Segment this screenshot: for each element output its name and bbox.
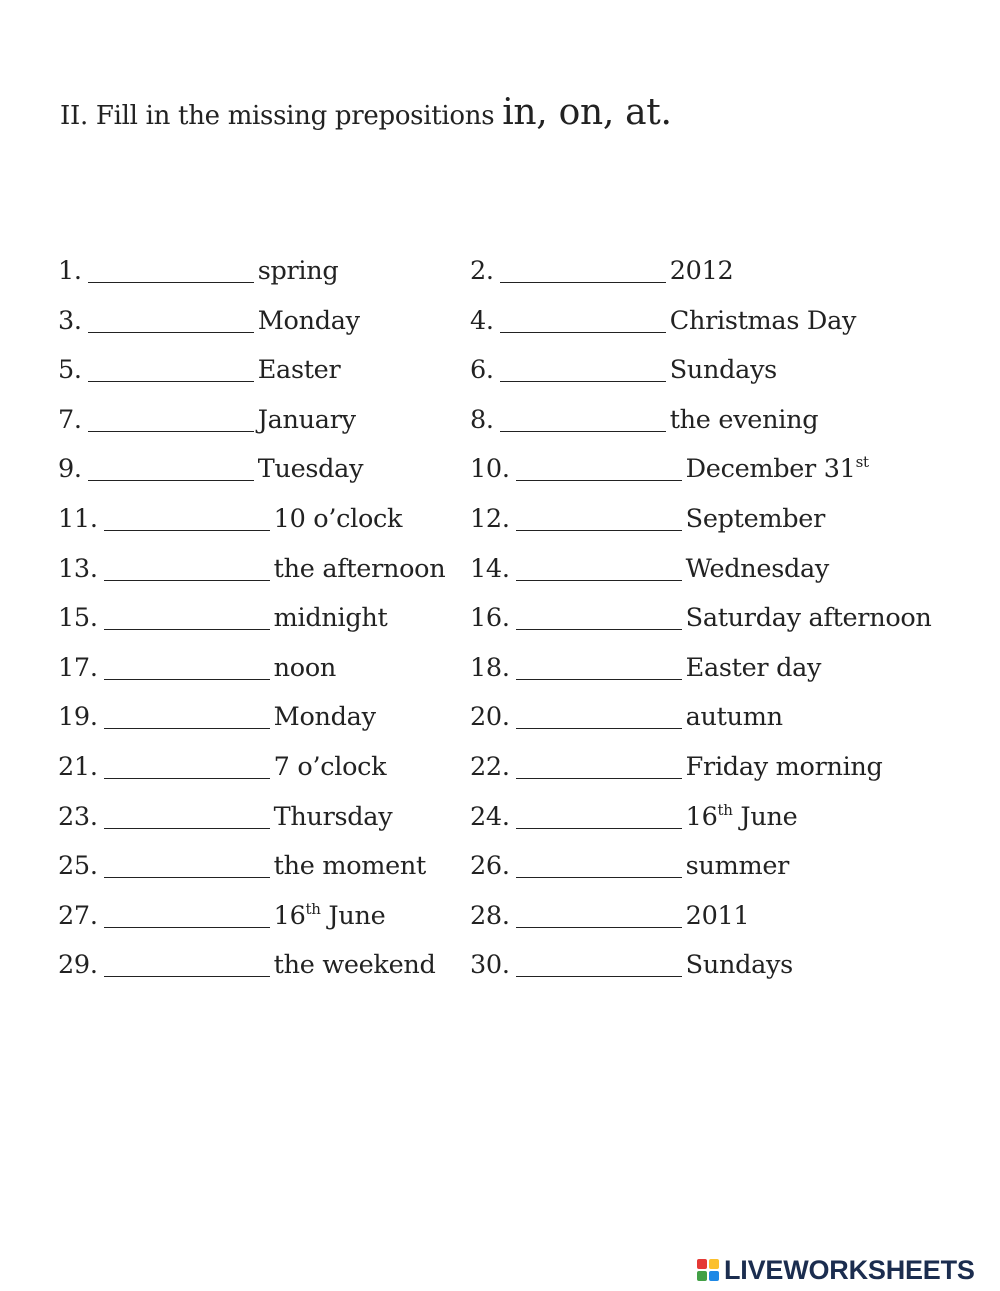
answer-blank[interactable]	[104, 678, 270, 680]
logo-square-green	[697, 1271, 707, 1281]
answer-blank[interactable]	[516, 926, 682, 928]
item-text: the afternoon	[273, 553, 446, 584]
item-text: Thursday	[273, 801, 393, 832]
logo-square-blue	[709, 1271, 719, 1281]
item-number: 26.	[470, 851, 510, 882]
answer-blank[interactable]	[88, 479, 254, 481]
item-text: Friday morning	[685, 752, 883, 782]
exercise-item	[58, 352, 340, 388]
exercise-item	[470, 451, 869, 487]
answer-blank[interactable]	[104, 727, 270, 729]
item-number: 28.	[470, 900, 510, 931]
item-text: Easter	[257, 355, 341, 386]
title-prepositions: in, on, at.	[502, 92, 672, 133]
exercise-item	[470, 253, 733, 289]
exercise-item	[58, 501, 402, 537]
item-text: the weekend	[273, 950, 436, 981]
item-text: December 31	[685, 454, 856, 485]
answer-blank[interactable]	[104, 579, 270, 581]
item-number: 21.	[58, 752, 98, 782]
logo-square-red	[697, 1259, 707, 1269]
item-text: Monday	[273, 702, 376, 733]
item-number: 17.	[58, 652, 98, 683]
answer-blank[interactable]	[104, 827, 270, 829]
item-number: 12.	[470, 504, 510, 534]
item-text: summer	[685, 851, 790, 882]
item-number: 8.	[470, 404, 494, 435]
exercise-item	[470, 749, 883, 785]
item-number: 23.	[58, 801, 98, 832]
item-text: 2011	[685, 900, 750, 931]
answer-blank[interactable]	[500, 430, 666, 432]
liveworksheets-logo-icon	[697, 1259, 719, 1281]
item-text: Saturday afternoon	[685, 603, 932, 634]
answer-blank[interactable]	[88, 281, 254, 283]
item-number: 19.	[58, 702, 98, 733]
ordinal-suffix: th	[305, 899, 321, 918]
exercise-item	[58, 551, 445, 587]
answer-blank[interactable]	[516, 529, 682, 531]
ordinal-suffix: th	[717, 800, 733, 819]
item-text: 7 o’clock	[273, 752, 387, 782]
answer-blank[interactable]	[516, 579, 682, 581]
item-number: 16.	[470, 603, 510, 634]
item-number: 10.	[470, 454, 510, 485]
exercise-item	[58, 402, 356, 438]
item-text: 10 o’clock	[273, 504, 403, 534]
exercise-item	[58, 898, 385, 934]
item-text: September	[685, 504, 825, 534]
item-text: 16	[273, 900, 306, 931]
item-number: 15.	[58, 603, 98, 634]
item-number: 7.	[58, 404, 82, 435]
item-text: Easter day	[685, 652, 822, 683]
exercise-item	[470, 848, 789, 884]
exercise-item	[470, 650, 821, 686]
item-number: 4.	[470, 305, 494, 336]
exercise-item	[58, 650, 336, 686]
item-number: 20.	[470, 702, 510, 733]
item-text-after: June	[320, 900, 386, 931]
item-number: 6.	[470, 355, 494, 386]
exercise-item	[470, 352, 777, 388]
logo-text: LIVEWORKSHEETS	[724, 1254, 975, 1285]
item-text: Christmas Day	[669, 305, 857, 336]
answer-blank[interactable]	[104, 777, 270, 779]
item-number: 13.	[58, 553, 98, 584]
exercise-item	[58, 699, 376, 735]
exercise-item	[58, 799, 392, 835]
answer-blank[interactable]	[516, 975, 682, 977]
item-number: 22.	[470, 752, 510, 782]
exercise-item	[470, 600, 932, 636]
answer-blank[interactable]	[104, 926, 270, 928]
item-text: 16	[685, 801, 718, 832]
item-number: 29.	[58, 950, 98, 981]
exercise-item	[470, 699, 783, 735]
exercise-item	[470, 947, 793, 983]
answer-blank[interactable]	[516, 628, 682, 630]
item-text: Monday	[257, 305, 360, 336]
item-text: 2012	[669, 256, 734, 286]
item-text: spring	[257, 256, 339, 286]
answer-blank[interactable]	[104, 975, 270, 977]
exercise-item	[58, 253, 338, 289]
item-text: autumn	[685, 702, 783, 733]
item-text: the evening	[669, 404, 819, 435]
exercise-item	[470, 799, 797, 835]
item-text: Sundays	[669, 355, 777, 386]
item-number: 24.	[470, 801, 510, 832]
item-number: 1.	[58, 256, 82, 286]
answer-blank[interactable]	[516, 827, 682, 829]
item-text: the moment	[273, 851, 426, 882]
answer-blank[interactable]	[104, 529, 270, 531]
answer-blank[interactable]	[516, 479, 682, 481]
item-text: Wednesday	[685, 553, 830, 584]
item-number: 5.	[58, 355, 82, 386]
answer-blank[interactable]	[88, 380, 254, 382]
item-number: 3.	[58, 305, 82, 336]
item-number: 9.	[58, 454, 82, 485]
exercise-item	[470, 551, 829, 587]
answer-blank[interactable]	[104, 628, 270, 630]
exercise-item	[58, 451, 363, 487]
logo-square-yellow	[709, 1259, 719, 1269]
item-number: 18.	[470, 652, 510, 683]
item-number: 14.	[470, 553, 510, 584]
item-text: noon	[273, 652, 337, 683]
item-text: Tuesday	[257, 454, 364, 485]
exercise-item	[58, 749, 386, 785]
exercise-item	[58, 848, 426, 884]
exercise-item	[58, 303, 360, 339]
item-number: 30.	[470, 950, 510, 981]
answer-blank[interactable]	[516, 727, 682, 729]
item-number: 25.	[58, 851, 98, 882]
answer-blank[interactable]	[104, 876, 270, 878]
item-number: 2.	[470, 256, 494, 286]
item-text: Sundays	[685, 950, 793, 981]
answer-blank[interactable]	[516, 678, 682, 680]
exercise-item	[470, 501, 825, 537]
exercise-item	[58, 600, 388, 636]
exercise-item	[58, 947, 436, 983]
answer-blank[interactable]	[88, 331, 254, 333]
item-text: midnight	[273, 603, 388, 634]
answer-blank[interactable]	[500, 380, 666, 382]
liveworksheets-logo	[697, 1255, 975, 1285]
item-text-after: June	[732, 801, 798, 832]
answer-blank[interactable]	[516, 777, 682, 779]
exercise-item	[470, 898, 749, 934]
item-number: 11.	[58, 504, 98, 534]
item-text: January	[257, 404, 356, 435]
answer-blank[interactable]	[516, 876, 682, 878]
answer-blank[interactable]	[500, 331, 666, 333]
answer-blank[interactable]	[500, 281, 666, 283]
item-number: 27.	[58, 900, 98, 931]
exercise-item	[470, 402, 818, 438]
title-text: II. Fill in the missing prepositions	[60, 101, 503, 131]
answer-blank[interactable]	[88, 430, 254, 432]
exercise-item	[470, 303, 856, 339]
ordinal-suffix: st	[855, 453, 869, 472]
